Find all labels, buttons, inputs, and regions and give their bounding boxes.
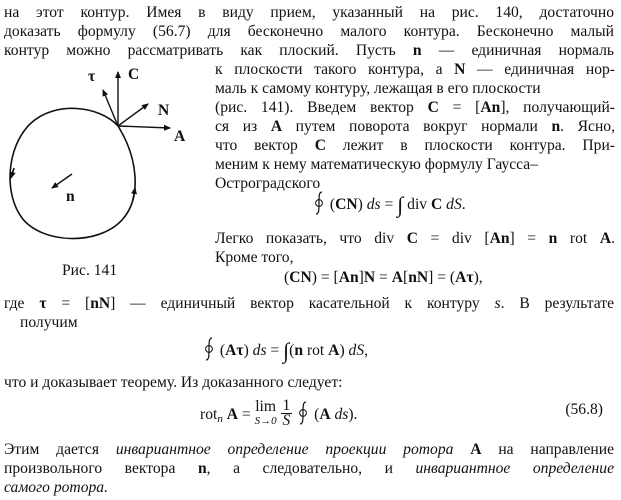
label-N: N [158,102,170,119]
text-line-20: Этим дается инвариантное определение проекции ротора A на направление [4,441,614,458]
equation-number: (56.8) [565,401,603,418]
contour-integral-sign [312,190,326,216]
text-line-7: ся из A путем поворота вокруг нормали n. Ясно, [215,118,615,135]
N-vector [118,104,148,126]
fraction: $\frac{1}{S}$ [282,396,291,429]
text-line-1: на этот контур. Имея в виду прием, указанный на рис. 140, достаточно [4,4,614,21]
figure-141 [0,62,212,282]
text-line-4: к плоскости такого контура, а N — единичная нор- [215,61,615,78]
equation-cn: (CN) = [An]N = A[nN] = (Aτ), [284,269,483,286]
text-line-12: Легко показать, что div C = div [An] = n rot A. [215,230,615,247]
text-line-22: самого ротора. [4,479,108,496]
contour-curve [10,108,135,238]
text-line-9: меним к нему математическую формулу Гаусса– [215,156,538,173]
text-line-8: что вектор C лежит в плоскости контура. При- [215,137,615,154]
text-line-16: получим [20,314,78,331]
tau-vector [103,90,118,126]
text-line-6: (рис. 141). Введем вектор C = [An], получающий- [215,99,616,116]
figure-caption: Рис. 141 [62,262,118,279]
text-line-18: что и доказывает теорему. Из доказанного следует: [4,374,343,391]
equation-result: (Aτ) ds = ∫(n rot A) dS, [202,336,368,362]
integral-sign: ∫ [397,192,404,217]
label-tau: τ [88,68,96,85]
contour-integral-sign [296,400,310,426]
label-A: A [174,128,186,145]
text-line-10: Остроградского [215,175,321,192]
text-line-15: где τ = [nN] — единичный вектор касательной к контуру s. В результате [4,295,614,312]
integral-sign: ∫ [283,338,290,363]
contour-diagram [0,62,212,252]
equation-gauss: (CN) ds = ∫ div C dS. [312,190,466,216]
contour-arrow-left [11,168,14,178]
text-line-13: Кроме того, [215,249,294,266]
n-vector [52,174,72,188]
contour-integral-sign [202,336,216,362]
text-line-5: маль к самому контуру, лежащая в его плоскости [215,80,541,97]
equation-rot: rotn A = lim S→0 $\frac{1}{S}$ (A ds). (56.8) [200,396,603,429]
A-vector [118,126,170,128]
text-line-21: произвольного вектора n, а следовательно, и инвариантное определение [4,460,614,477]
label-n: n [66,188,75,205]
limit-operator: lim S→0 [254,398,277,427]
text-line-2: доказать формулу (56.7) для бесконечно малого контура. Бесконечно малый [4,23,614,40]
contour-arrow-right [133,188,135,200]
text-line-3: контур можно рассматривать как плоский. Пусть n — единичная нормаль [4,42,614,59]
label-C: C [128,66,140,83]
